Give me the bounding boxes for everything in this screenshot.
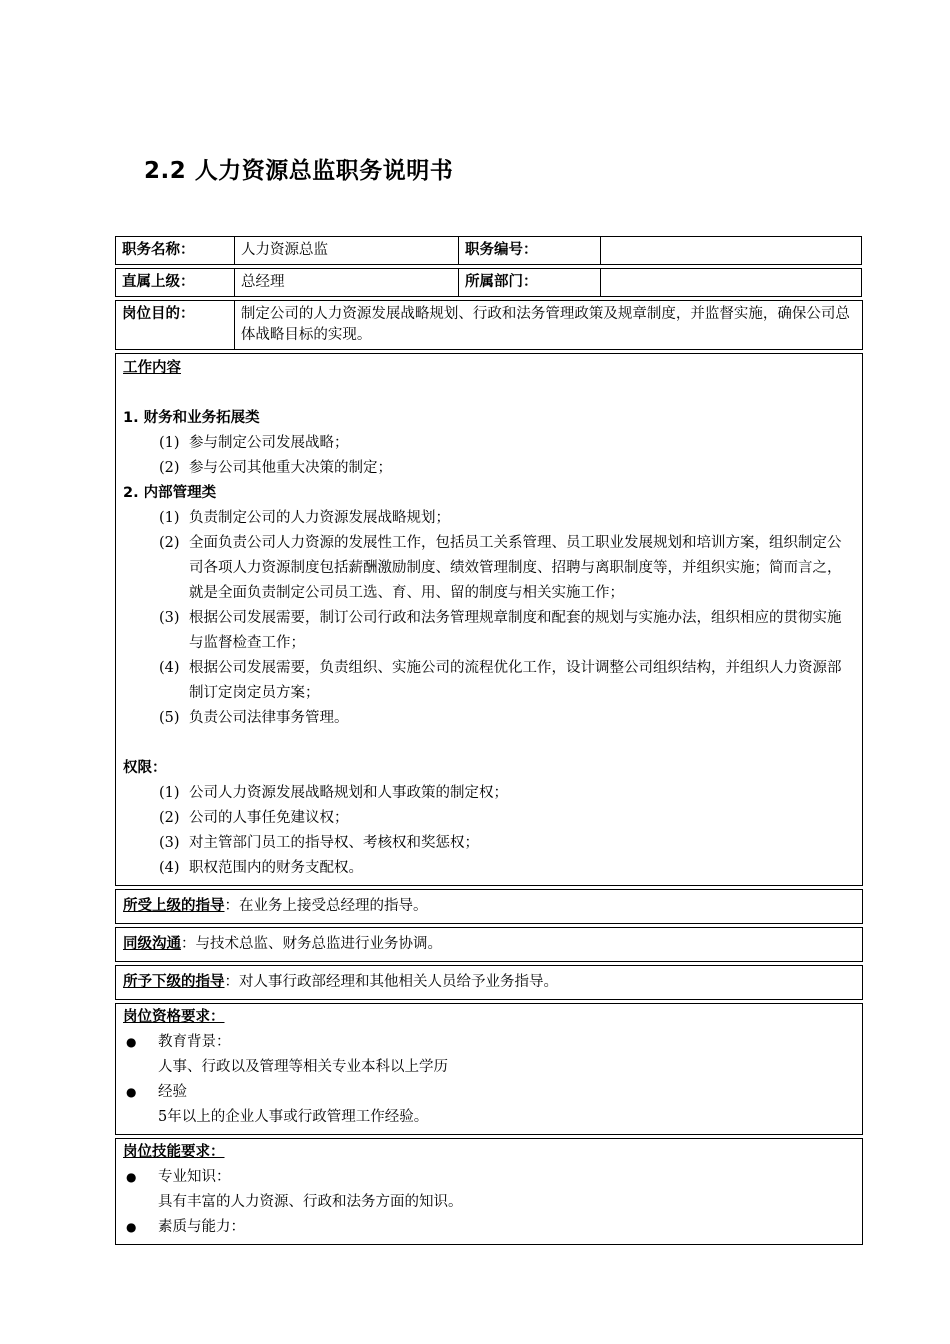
- row-superior: [115, 268, 863, 297]
- purpose-label: 岗位目的：: [115, 300, 235, 350]
- bullet-item: [123, 1030, 855, 1055]
- item-text: 公司人力资源发展战略规划和人事政策的制定权；: [189, 785, 508, 801]
- bullet-title: 经验: [158, 1084, 187, 1100]
- section-title: 2. 内部管理类: [123, 485, 217, 501]
- peer-communication-block: [115, 927, 863, 962]
- section-title: 1. 财务和业务拓展类: [123, 410, 260, 426]
- job-code-value: [600, 236, 862, 265]
- list-item: [123, 431, 855, 456]
- bullet-title: 教育背景：: [158, 1034, 231, 1050]
- item-number: (4): [159, 660, 180, 676]
- bullet-detail: 人事、行政以及管理等相关专业本科以上学历: [158, 1059, 448, 1075]
- superior-guidance-label: 所受上级的指导: [123, 898, 225, 914]
- job-name-label: 职务名称：: [115, 236, 235, 265]
- list-item: [123, 781, 855, 806]
- skills-block: [115, 1138, 863, 1245]
- bullet-title: 素质与能力：: [158, 1219, 245, 1235]
- bullet-icon: ●: [126, 1035, 137, 1049]
- superior-value: 总经理: [234, 268, 459, 297]
- qualifications-heading: 岗位资格要求：: [123, 1009, 225, 1025]
- item-number: (1): [159, 435, 180, 451]
- purpose-value: 制定公司的人力资源发展战略规划、行政和法务管理政策及规章制度，并监督实施，确保公司总体战略目标的实现。: [234, 300, 863, 350]
- bullet-item: [123, 1215, 855, 1240]
- bullet-title: 专业知识：: [158, 1169, 231, 1185]
- job-name-value: 人力资源总监: [234, 236, 459, 265]
- item-number: (1): [159, 785, 180, 801]
- item-number: (2): [159, 535, 180, 551]
- superior-guidance-text: ：在业务上接受总经理的指导。: [224, 898, 428, 914]
- bullet-icon: ●: [126, 1085, 137, 1099]
- subordinate-guidance-text: ：对人事行政部经理和其他相关人员给予业务指导。: [224, 974, 558, 990]
- list-item: [123, 856, 855, 881]
- list-item: [123, 706, 855, 731]
- job-description-table: [115, 236, 863, 1248]
- item-text: 全面负责公司人力资源的发展性工作，包括员工关系管理、员工职业发展规划和培训方案，组织制定公司各项人力资源制度包括薪酬激励制度、绩效管理制度、招聘与离职制度等，并组织实施；简而言之，就是全面负责制定公司员工选、育、用、留的制度与相关实施工作；: [189, 535, 842, 601]
- subordinate-guidance-block: [115, 965, 863, 1000]
- superior-label: 直属上级：: [115, 268, 235, 297]
- item-text: 职权范围内的财务支配权。: [189, 860, 363, 876]
- list-item: [123, 656, 855, 706]
- item-text: 对主管部门员工的指导权、考核权和奖惩权；: [189, 835, 479, 851]
- bullet-icon: ●: [126, 1220, 137, 1234]
- list-item: [123, 606, 855, 656]
- peer-communication-text: ：与技术总监、财务总监进行业务协调。: [181, 936, 442, 952]
- row-purpose: [115, 300, 863, 350]
- job-code-label: 职务编号：: [458, 236, 601, 265]
- bullet-icon: ●: [126, 1170, 137, 1184]
- item-number: (5): [159, 710, 180, 726]
- item-number: (4): [159, 860, 180, 876]
- list-item: [123, 806, 855, 831]
- subordinate-guidance-label: 所予下级的指导: [123, 974, 225, 990]
- peer-communication-label: 同级沟通: [123, 936, 181, 952]
- item-text: 根据公司发展需要，负责组织、实施公司的流程优化工作，设计调整公司组织结构，并组织人力资源部制订定岗定员方案；: [189, 660, 842, 701]
- authority-heading: 权限：: [123, 760, 167, 776]
- bullet-detail: 具有丰富的人力资源、行政和法务方面的知识。: [158, 1194, 463, 1210]
- item-text: 负责公司法律事务管理。: [189, 710, 349, 726]
- bullet-detail: 5年以上的企业人事或行政管理工作经验。: [158, 1109, 429, 1125]
- item-number: (2): [159, 810, 180, 826]
- bullet-item: [123, 1165, 855, 1190]
- item-number: (3): [159, 835, 180, 851]
- bullet-item: [123, 1080, 855, 1105]
- list-item: [123, 831, 855, 856]
- item-text: 负责制定公司的人力资源发展战略规划；: [189, 510, 450, 526]
- item-text: 公司的人事任免建议权；: [189, 810, 349, 826]
- list-item: [123, 506, 855, 531]
- row-job-name: [115, 236, 863, 265]
- item-number: (1): [159, 510, 180, 526]
- list-item: [123, 456, 855, 481]
- item-number: (2): [159, 460, 180, 476]
- item-text: 参与制定公司发展战略；: [189, 435, 349, 451]
- qualifications-block: [115, 1003, 863, 1135]
- dept-value: [600, 268, 862, 297]
- dept-label: 所属部门：: [458, 268, 601, 297]
- item-text: 参与公司其他重大决策的制定；: [189, 460, 392, 476]
- superior-guidance-block: [115, 889, 863, 924]
- work-content-block: [115, 353, 863, 886]
- item-text: 根据公司发展需要，制订公司行政和法务管理规章制度和配套的规划与实施办法，组织相应的贯彻实施与监督检查工作；: [189, 610, 842, 651]
- skills-heading: 岗位技能要求：: [123, 1144, 225, 1160]
- item-number: (3): [159, 610, 180, 626]
- list-item: [123, 531, 855, 606]
- page-title: 2.2 人力资源总监职务说明书: [144, 158, 454, 184]
- work-content-heading: 工作内容: [123, 360, 181, 376]
